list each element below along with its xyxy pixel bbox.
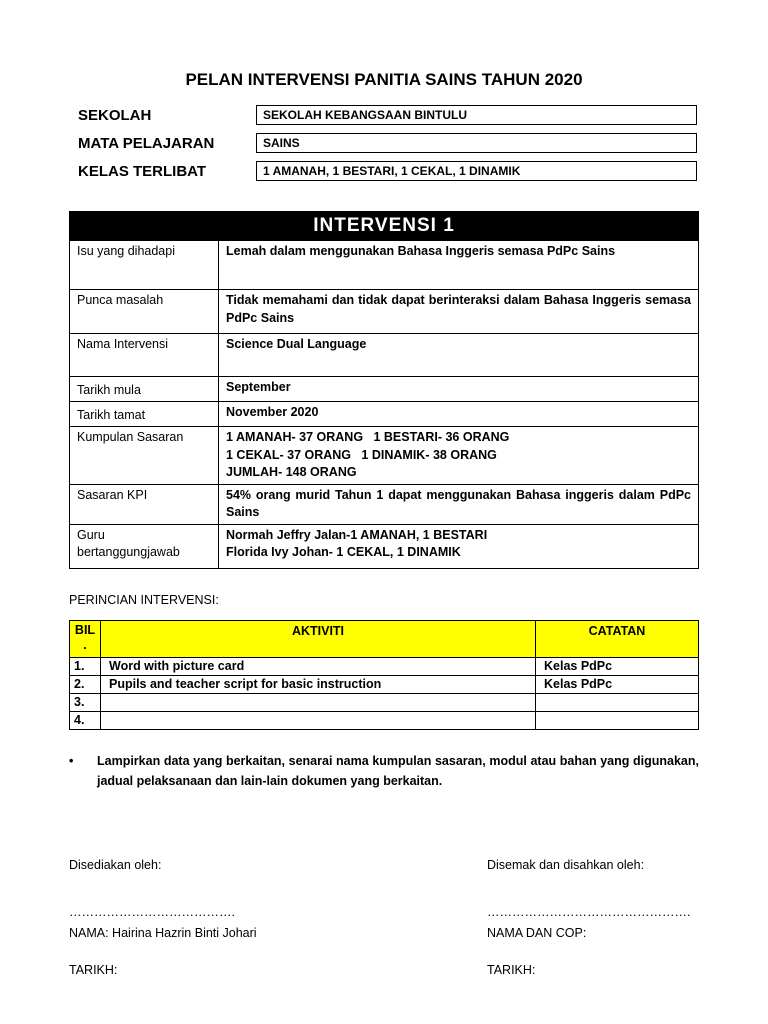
cell-aktiviti: Word with picture card [101,658,536,676]
activity-table [69,620,699,730]
intervention-heading: INTERVENSI 1 [70,212,699,241]
note [69,751,699,791]
row-value-tarikh-tamat: November 2020 [219,402,699,427]
table-row [70,676,699,694]
prepared-signature-line: …………………………………. [69,905,235,919]
checked-name: NAMA DAN COP: [487,926,587,940]
table-row [70,484,699,524]
kumpulan-line: JUMLAH- 148 ORANG [226,465,357,479]
activity-header-row [70,621,699,658]
table-row [70,712,699,730]
row-label-sasaran-kpi: Sasaran KPI [70,484,219,524]
cell-bil: 3. [70,694,101,712]
kumpulan-line: 1 CEKAL- 37 ORANG 1 DINAMIK- 38 ORANG [226,447,497,462]
row-value-tarikh-mula: September [219,377,699,402]
page-title: PELAN INTERVENSI PANITIA SAINS TAHUN 2020 [185,70,583,89]
info-label-sekolah: SEKOLAH [78,107,152,124]
prepared-date: TARIKH: [69,963,118,977]
row-label-kumpulan-sasaran: Kumpulan Sasaran [70,427,219,485]
row-value-isu: Lemah dalam menggunakan Bahasa Inggeris semasa PdPc Sains [219,241,699,290]
row-value-nama-intervensi: Science Dual Language [219,334,699,377]
cell-catatan: Kelas PdPc [536,658,699,676]
cell-aktiviti [101,694,536,712]
row-label-guru: Guru bertanggungjawab [70,524,219,568]
cell-catatan [536,694,699,712]
row-value-kumpulan-sasaran [219,427,699,485]
info-value-kelas-terlibat: 1 AMANAH, 1 BESTARI, 1 CEKAL, 1 DINAMIK [256,161,697,181]
prepared-by-label: Disediakan oleh: [69,858,162,872]
table-row [70,334,699,377]
table-row [70,241,699,290]
prepared-name: NAMA: Hairina Hazrin Binti Johari [69,926,257,940]
table-row [70,290,699,334]
checked-signature-line: …………………………………………. [487,905,691,919]
info-label-mata-pelajaran: MATA PELAJARAN [78,135,215,152]
kumpulan-line: 1 AMANAH- 37 ORANG 1 BESTARI- 36 ORANG [226,430,510,444]
header-bil: BIL . [70,621,101,658]
cell-bil: 4. [70,712,101,730]
row-label-tarikh-mula: Tarikh mula [70,377,219,402]
table-row [70,377,699,402]
details-title: PERINCIAN INTERVENSI: [69,593,219,607]
cell-bil: 1. [70,658,101,676]
cell-bil: 2. [70,676,101,694]
cell-aktiviti: Pupils and teacher script for basic instruction [101,676,536,694]
header-catatan: CATATAN [536,621,699,658]
note-text: Lampirkan data yang berkaitan, senarai nama kumpulan sasaran, modul atau bahan yang digunakan, jadual pelaksanaan dan lain-lain dokumen yang berkaitan. [97,754,699,788]
row-value-guru [219,524,699,568]
checked-date: TARIKH: [487,963,536,977]
header-aktiviti: AKTIVITI [101,621,536,658]
info-value-mata-pelajaran: SAINS [256,133,697,153]
table-row [70,402,699,427]
table-row [70,427,699,485]
bullet-icon: • [69,754,74,768]
intervention-header-row [70,212,699,241]
cell-catatan [536,712,699,730]
checked-by-label: Disemak dan disahkan oleh: [487,858,645,872]
cell-aktiviti [101,712,536,730]
table-row [70,524,699,568]
intervention-table [69,211,699,569]
row-label-punca: Punca masalah [70,290,219,334]
info-value-sekolah: SEKOLAH KEBANGSAAN BINTULU [256,105,697,125]
table-row [70,694,699,712]
guru-line: Florida Ivy Johan- 1 CEKAL, 1 DINAMIK [226,545,461,559]
row-label-isu: Isu yang dihadapi [70,241,219,290]
table-row [70,658,699,676]
row-label-tarikh-tamat: Tarikh tamat [70,402,219,427]
row-value-sasaran-kpi: 54% orang murid Tahun 1 dapat menggunakan Bahasa inggeris dalam PdPc Sains [219,484,699,524]
row-value-punca: Tidak memahami dan tidak dapat berinteraksi dalam Bahasa Inggeris semasa PdPc Sains [219,290,699,334]
row-label-nama-intervensi: Nama Intervensi [70,334,219,377]
guru-line: Normah Jeffry Jalan-1 AMANAH, 1 BESTARI [226,527,488,542]
info-label-kelas-terlibat: KELAS TERLIBAT [78,163,207,180]
cell-catatan: Kelas PdPc [536,676,699,694]
